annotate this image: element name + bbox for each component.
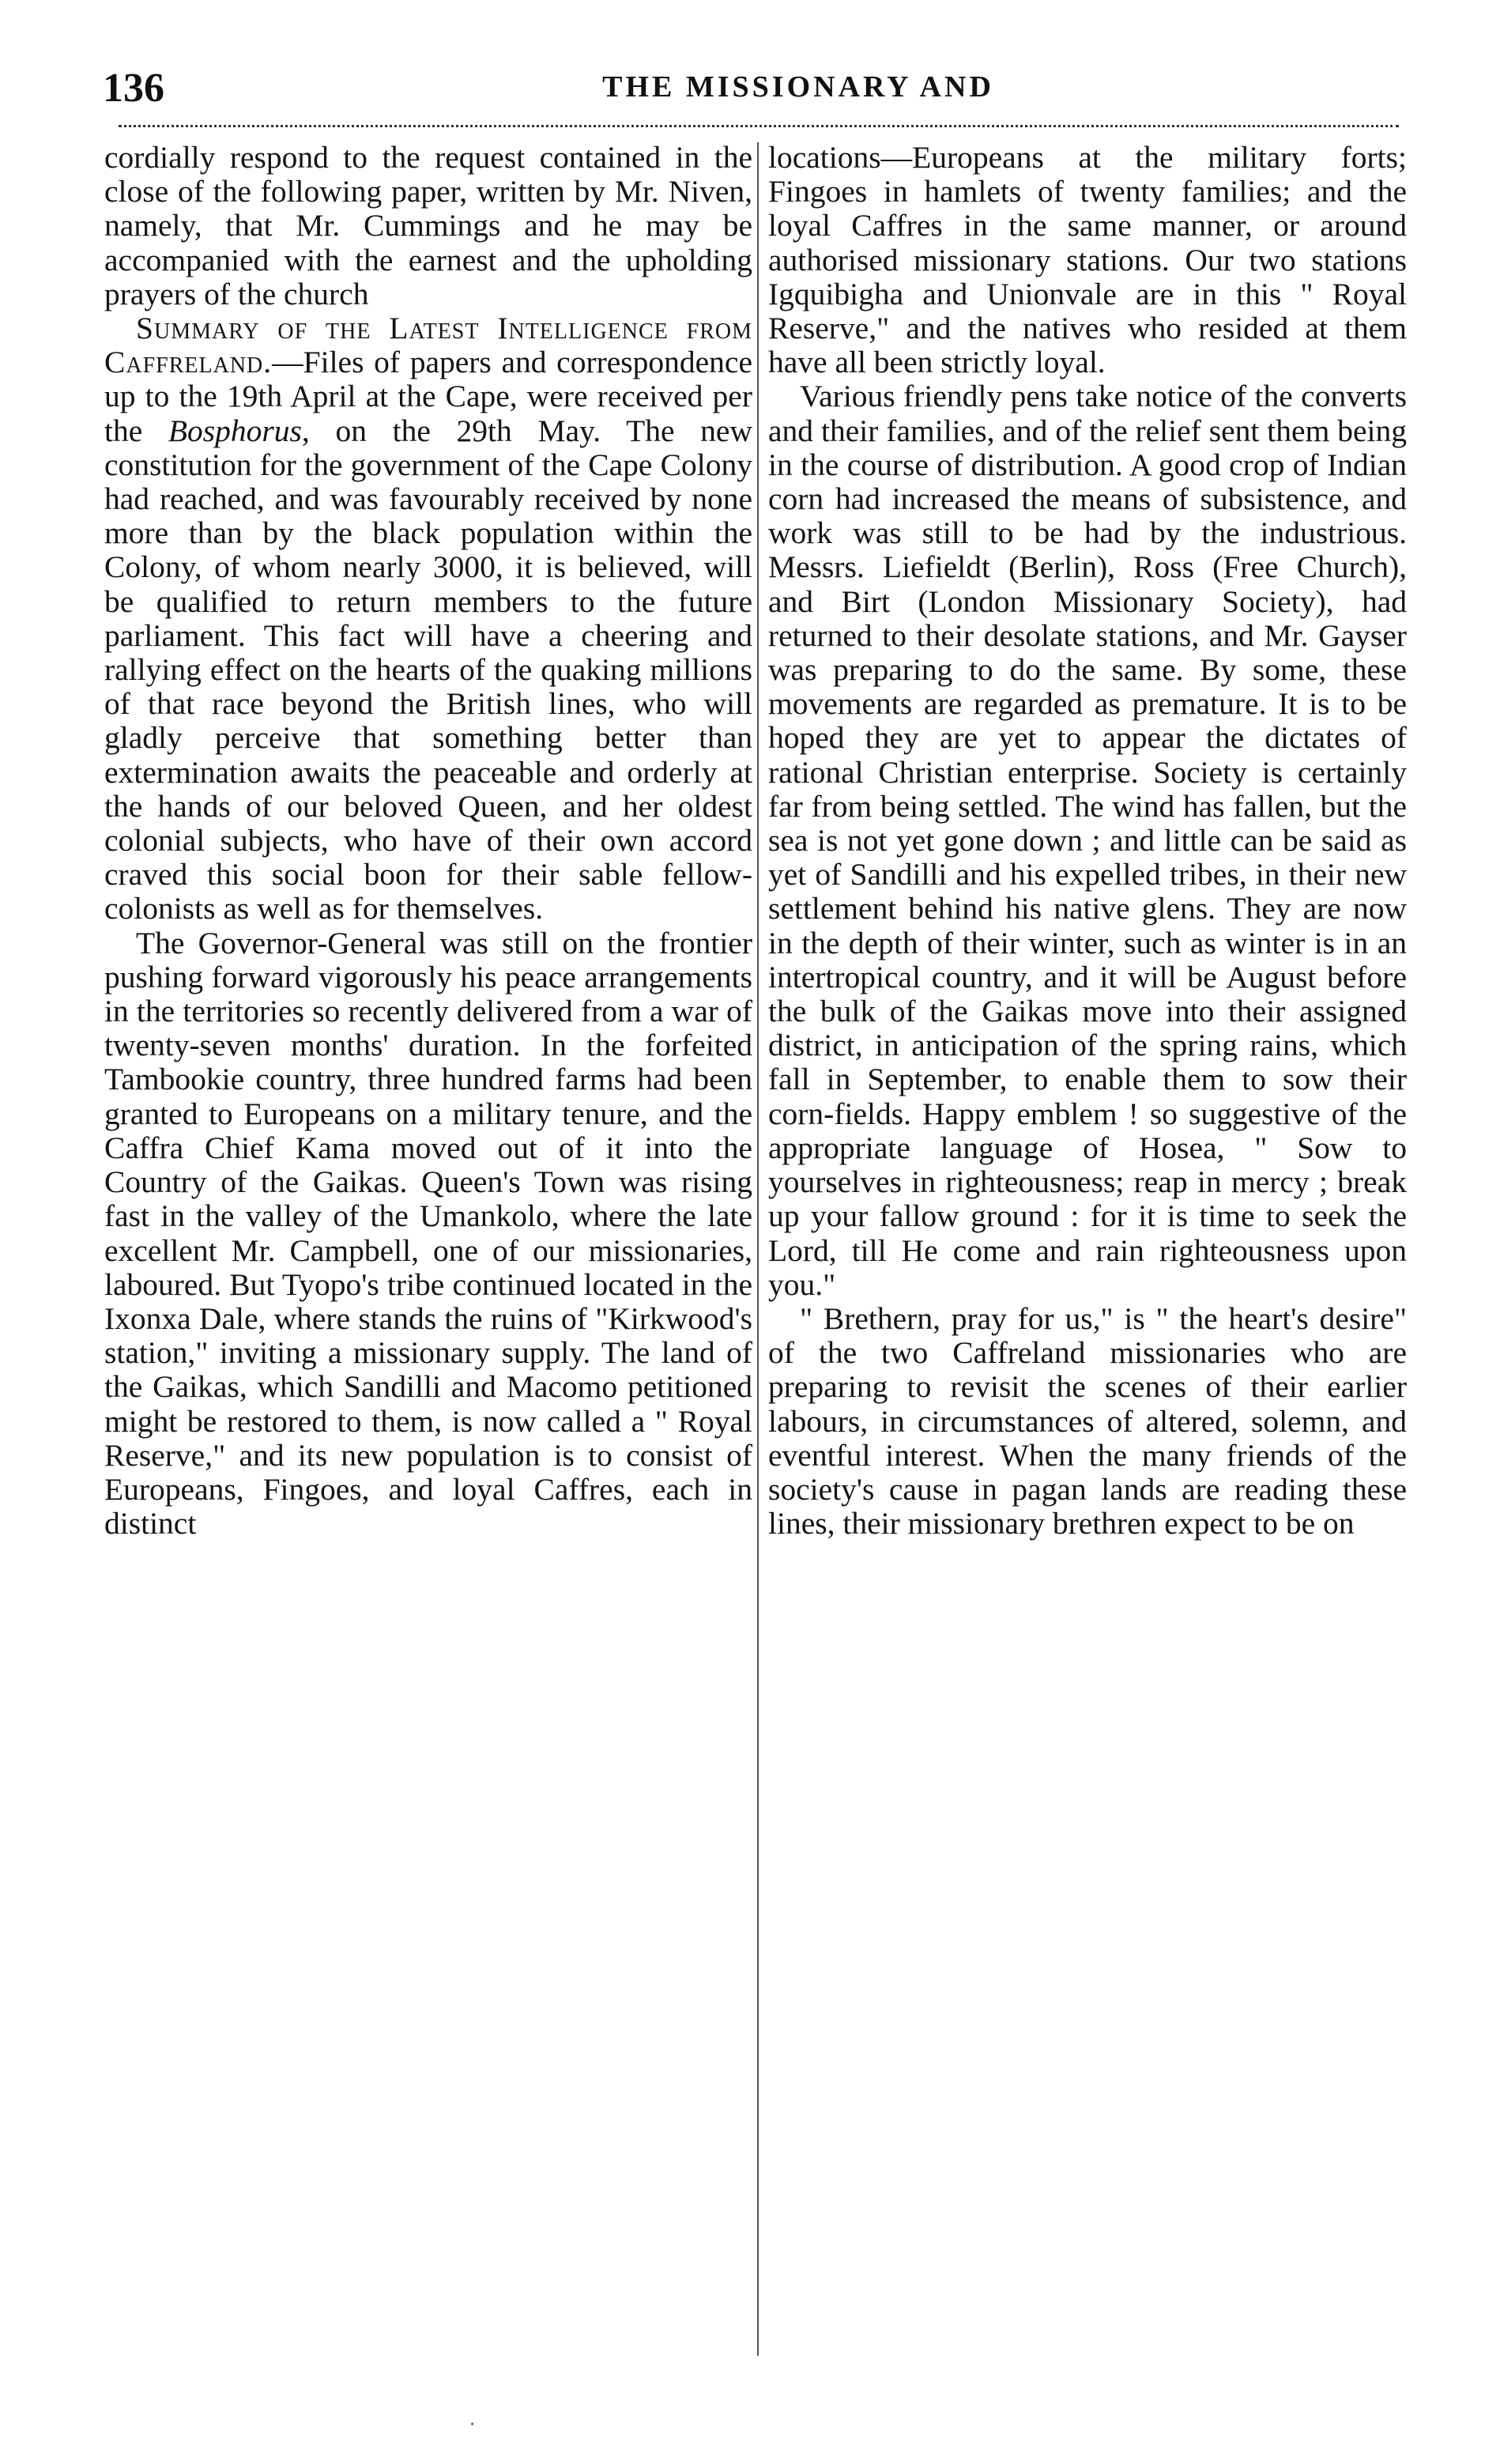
paragraph: Various friendly pens take notice of the converts and their families, and of the relief sent them being in the course of distribution. A good crop of Indian corn had increased the means of subsistence, and work was still to be had by the industrious. Messrs. Liefieldt (Berlin), Ross (Free Church), and Birt (London Missionary Society), had returned to their desolate stations, and Mr. Gayser was preparing to do the same. By some, these movements are regarded as premature. It is to be hoped they are yet to appear the dictates of rational Christian enterprise. Society is certainly far from being settled. The wind has fallen, but the sea is not yet gone down ; and little can be said as yet of Sandilli and his expelled tribes, in their new settlement behind his native glens. They are now in the depth of their winter, such as winter is in an intertropical country, and it will be August before the bulk of the Gaikas move into their assigned district, in anticipation of the spring rains, which fall in September, to enable them to sow their corn-fields. Happy emblem ! so suggestive of the appropriate language of Hosea, " Sow to yourselves in righteousness; reap in mercy ; break up your fallow ground : for it is time to seek the Lord, till He come and rain righteousness upon you." — [768, 379, 1407, 1302]
paragraph-text: —Files of papers and correspondence up to the 19th April at the Cape, were received per the — [104, 345, 752, 448]
column-divider — [757, 142, 759, 2356]
section-heading: Summary of the Latest Intelligence from Caffreland. — [104, 311, 752, 380]
right-column — [768, 141, 1407, 2394]
paragraph: locations—Europeans at the military forts; Fingoes in hamlets of twenty families; and the loyal Caffres in the same manner, or around authorised missionary stations. Our two stations Igquibigha and Unionvale are in this " Royal Reserve," and the natives who resided at them have all been strictly loyal. — [768, 140, 1407, 380]
paragraph: cordially respond to the request contained in the close of the following paper, written by Mr. Niven, namely, that Mr. Cummings and he may be accompanied with the earnest and the upholding prayers of the church — [104, 140, 752, 311]
running-title: THE MISSIONARY AND — [602, 70, 994, 104]
paragraph: " Brethern, pray for us," is " the heart's desire" of the two Caffreland missionaries who are preparing to revisit the scenes of their earlier labours, in circumstances of altered, solemn, and eventful interest. When the many friends of the society's cause in pagan lands are reading these lines, their missionary brethren expect to be on — [768, 1300, 1407, 1541]
header-rule — [119, 125, 1399, 127]
paragraph-text: , on the 29th May. The new constitution for the government of the Cape Colony had reached, and was favourably received by none more than by the black population within the Colony, of whom nearly 3000, it is believed, will be qualified to return members to the future parliament. This fact will have a cheering and rallying effect on the hearts of the quaking millions of that race beyond the British lines, who will gladly perceive that something better than extermination awaits the peaceable and orderly at the hands of our beloved Queen, and her oldest colonial subjects, who have of their own accord craved this social boon for their sable fellow-colonists as well as for themselves. — [104, 413, 752, 926]
left-column — [104, 141, 752, 2394]
page-mark: · — [469, 2413, 477, 2437]
page-number: 136 — [103, 66, 164, 111]
page-header — [103, 65, 1407, 128]
ship-name: Bosphorus — [168, 413, 302, 448]
paragraph — [104, 311, 752, 926]
paragraph: The Governor-General was still on the frontier pushing forward vigorously his peace arrangements in the territories so recently delivered from a war of twenty-seven months' duration. In the forfeited Tambookie country, three hundred farms had been granted to Europeans on a military tenure, and the Caffra Chief Kama moved out of it into the Country of the Gaikas. Queen's Town was rising fast in the valley of the Umankolo, where the late excellent Mr. Campbell, one of our missionaries, laboured. But Tyopo's tribe continued located in the Ixonxa Dale, where stands the ruins of "Kirkwood's station," inviting a missionary supply. The land of the Gaikas, which Sandilli and Macomo petitioned might be restored to them, is now called a " Royal Reserve," and its new population is to consist of Europeans, Fingoes, and loyal Caffres, each in distinct — [104, 925, 752, 1541]
